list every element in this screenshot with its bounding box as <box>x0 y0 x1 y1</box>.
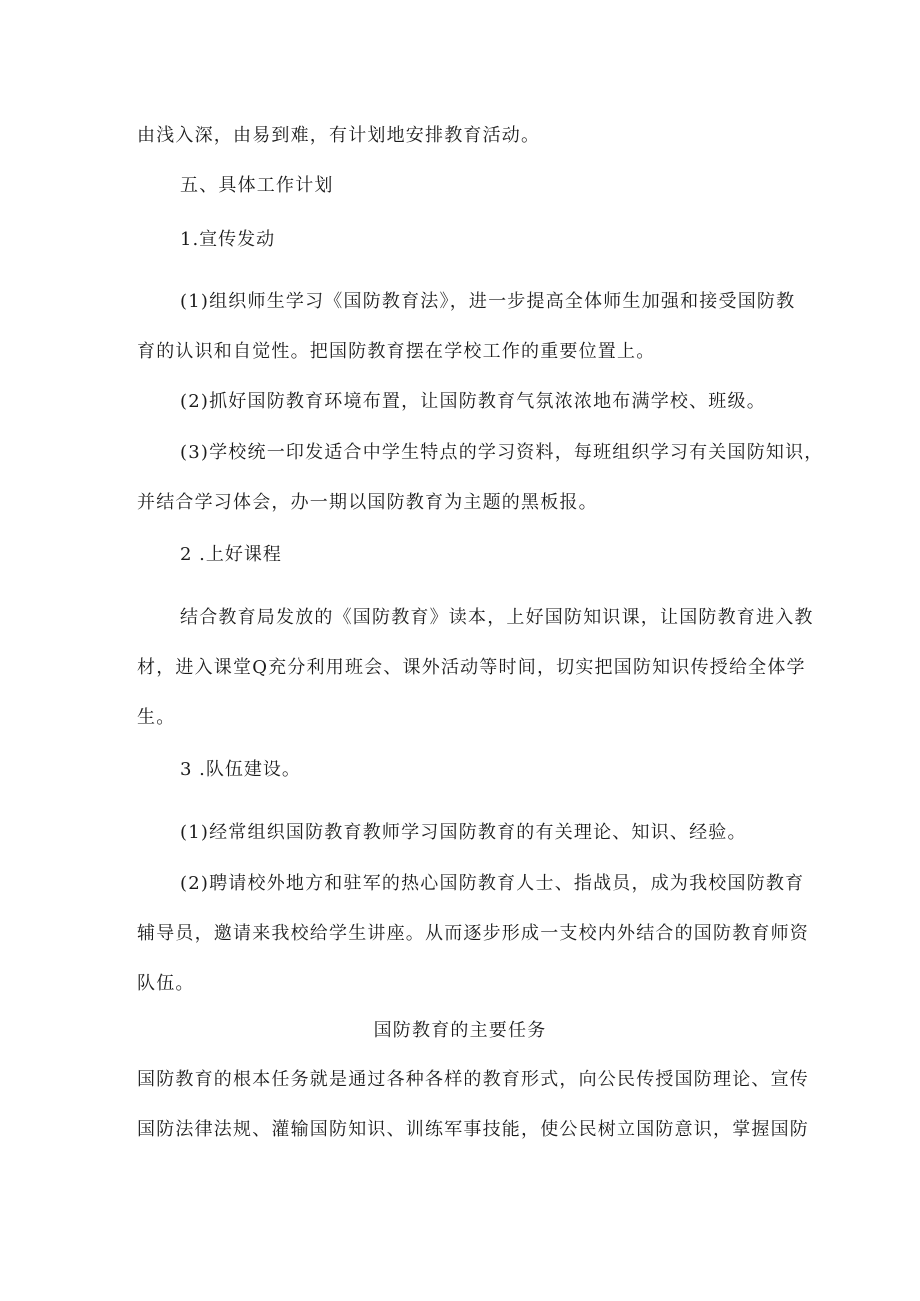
paragraph-line: (2)抓好国防教育环境布置，让国防教育气氛浓浓地布满学校、班级。 <box>180 391 766 412</box>
paragraph-line: (1)经常组织国防教育教师学习国防教育的有关理论、知识、经验。 <box>180 822 747 843</box>
subsection-heading: 2 .上好课程 <box>180 544 282 565</box>
section-heading: 五、具体工作计划 <box>180 175 334 196</box>
subsection-heading: 1.宣传发动 <box>180 229 276 250</box>
section-title: 国防教育的主要任务 <box>373 1020 547 1041</box>
paragraph-line: 并结合学习体会，办一期以国防教育为主题的黑板报。 <box>137 492 598 513</box>
paragraph-line: (1)组织师生学习《国防教育法》，进一步提高全体师生加强和接受国防教 <box>180 291 796 312</box>
paragraph-line: 育的认识和自觉性。把国防教育摆在学校工作的重要位置上。 <box>137 341 656 362</box>
paragraph-line: (2)聘请校外地方和驻军的热心国防教育人士、指战员，成为我校国防教育 <box>180 873 805 894</box>
paragraph-line: 队伍。 <box>137 973 195 994</box>
paragraph-line: (3)学校统一印发适合中学生特点的学习资料，每班组织学习有关国防知识， <box>180 442 824 463</box>
paragraph-line: 辅导员，邀请来我校给学生讲座。从而逐步形成一支校内外结合的国防教育师资 <box>137 923 809 944</box>
paragraph-line: 国防法律法规、灌输国防知识、训练军事技能，使公民树立国防意识，掌握国防 <box>137 1119 809 1140</box>
paragraph-line: 国防教育的根本任务就是通过各种各样的教育形式，向公民传授国防理论、宣传 <box>137 1069 809 1090</box>
paragraph-line: 生。 <box>137 707 176 728</box>
subsection-heading: 3 .队伍建设。 <box>180 759 301 780</box>
paragraph-line: 由浅入深，由易到难，有计划地安排教育活动。 <box>137 125 541 146</box>
paragraph-line: 材，进入课堂Q充分利用班会、课外活动等时间，切实把国防知识传授给全体学 <box>137 657 806 678</box>
paragraph-line: 结合教育局发放的《国防教育》读本，上好国防知识课，让国防教育进入教 <box>180 607 814 628</box>
